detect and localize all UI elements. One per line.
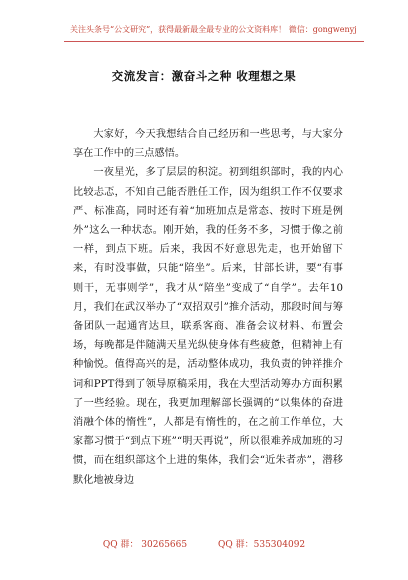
document-title: 交流发言：激奋斗之种 收理想之果 <box>111 69 297 83</box>
document-body <box>73 125 343 490</box>
footer <box>0 537 408 550</box>
footer-qq-group-2: QQ 群：535304092 <box>218 540 306 550</box>
footer-qq-group-1: QQ 群： 30265665 <box>102 540 188 550</box>
paragraph: 一夜星光，多了层层的积淀。初到组织部时，我的内心比较忐忑，不知自己能否胜任工作，因为组织工作不仅要求严、标准高，同时还有着“加班加点是常态、按时下班是例外”这么一种状态。刚开始，我的任务不多，习惯于像之前一样，到点下班。后来，我因不好意思先走，也开始留下来，有时没事做，只能“陪坐”。后来，甘部长讲，要“有事则干，无事则学”，我才从“陪坐”变成了“自学”。去年10月，我们在武汉举办了“双招双引”推介活动，那段时间与筹备团队一起通宵达旦，联系客商、准备会议材料、布置会场，每晚都是伴随满天星光纵使身体有些疲惫，但精神上有种愉悦。值得高兴的是，活动整体成功，我负责的钟祥推介词和PPT得到了领导原稿采用，我在大型活动筹办方面积累了一些经验。现在，我更加理解部长强调的“以集体的奋进消融个体的惰性”，人都是有惰性的，在之前工作单位，大家都习惯于“到点下班”“明天再说”，所以很难养成加班的习惯，而在组织部这个上进的集体，我们会“近朱者赤”，潜移默化地被身边 <box>73 167 343 486</box>
header-banner: 关注头条号“公文研究”，获得最新最全最专业的公文资料库！ 微信：gongwenyj <box>70 25 357 34</box>
paragraph: 大家好，今天我想结合自己经历和一些思考，与大家分享在工作中的三点感悟。 <box>73 129 343 160</box>
header-divider <box>64 41 364 42</box>
